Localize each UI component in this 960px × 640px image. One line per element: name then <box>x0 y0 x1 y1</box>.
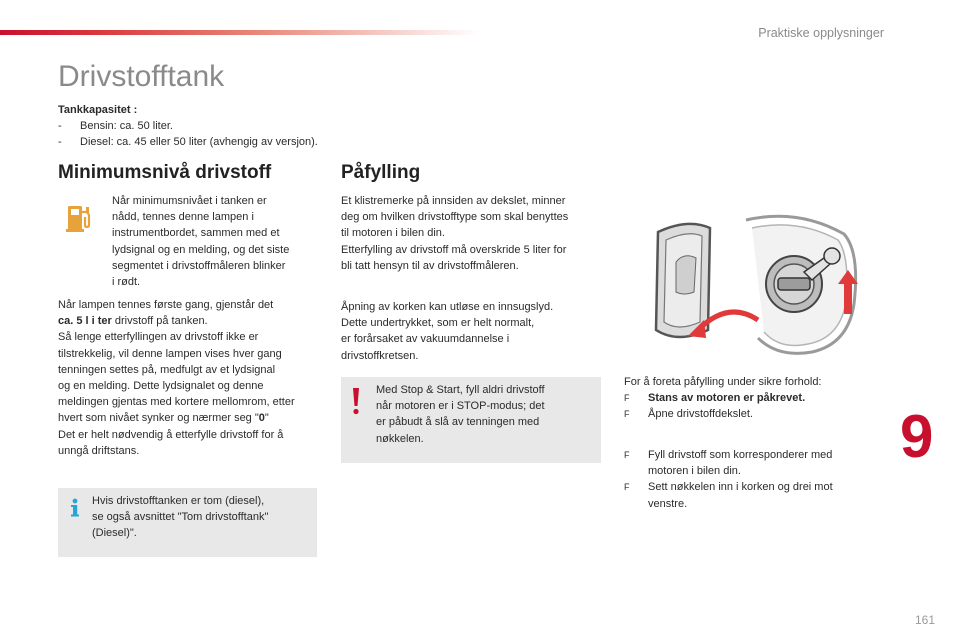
bullet-marker: F <box>624 450 630 460</box>
list-item <box>624 390 874 406</box>
list-dash: - <box>58 120 62 132</box>
step-fill-fuel <box>648 447 832 479</box>
refuelling-paragraph <box>341 193 606 274</box>
text-line: Sett nøkkelen inn i korken og drei mot <box>648 481 833 494</box>
text-line: Hvis drivstofftanken er tom (diesel), <box>92 495 265 507</box>
chapter-number: 9 <box>900 403 934 470</box>
info-note-text <box>92 493 312 542</box>
text-line: Etterfylling av drivstoff må overskride 5 liter for <box>341 243 567 256</box>
text-line: Så lenge etterfyllingen av drivstoff ikke er <box>58 331 259 344</box>
page-title: Drivstofftank <box>58 60 225 93</box>
info-note-box <box>58 488 317 557</box>
text-line: lydsignal og en melding, og det siste <box>112 243 290 256</box>
fuel-warning-description <box>112 193 322 290</box>
bullet-marker: F <box>624 393 630 404</box>
text-line: er påbudt å slå av tenningen med <box>376 416 540 429</box>
tank-capacity-label: Tankkapasitet : <box>58 104 138 116</box>
text-line: se også avsnittet "Tom drivstofftank" <box>92 511 269 524</box>
tank-capacity-petrol: Bensin: ca. 50 liter. <box>80 120 173 132</box>
text-line: Det er helt nødvendig å etterfylle drivstoff for å <box>58 428 284 441</box>
text-fragment: hvert som nivået synker og nærmer seg " <box>58 412 259 425</box>
text-line: (Diesel)". <box>92 527 137 540</box>
text-line: Når lampen tennes første gang, gjenstår det <box>58 299 274 311</box>
step-insert-key <box>648 479 833 511</box>
text-line: Et klistremerke på innsiden av dekslet, minner <box>341 195 566 207</box>
step-open-flap: Åpne drivstoffdekslet. <box>648 408 753 421</box>
text-line: nøkkelen. <box>376 432 424 445</box>
tank-capacity <box>58 102 478 150</box>
heading-minimum-fuel: Minimumsnivå drivstoff <box>58 162 272 183</box>
tank-capacity-item <box>58 118 478 134</box>
heading-refuelling: Påfylling <box>341 162 421 183</box>
bullet-marker: F <box>624 409 630 420</box>
list-item <box>624 406 874 422</box>
text-line: Med Stop & Start, fyll aldri drivstoff <box>376 384 545 396</box>
text-line: instrumentbordet, sammen med et <box>112 227 280 240</box>
text-line: drivstoffkretsen. <box>341 349 419 362</box>
text-line: tenningen settes på, medfulgt av et lydsignal <box>58 363 276 376</box>
safe-refuelling-instructions <box>624 374 874 423</box>
text-line: til motoren i bilen din. <box>341 227 445 240</box>
reserve-amount: ca. 5 l i ter <box>58 315 112 328</box>
fuel-pump-warning-icon <box>62 200 96 234</box>
text-line: når motoren er i STOP-modus; det <box>376 400 545 413</box>
text-line: venstre. <box>648 497 688 510</box>
fuel-reserve-paragraph <box>58 297 328 459</box>
text-line: Fyll drivstoff som korresponderer med <box>648 449 833 461</box>
text-line: Når minimumsnivået i tanken er <box>112 195 267 207</box>
text-line: Åpning av korken kan utløse en innsugslyd. <box>341 301 554 313</box>
text-line: og en melding. Dette lydsignalet og denne <box>58 380 264 393</box>
text-line <box>58 313 328 329</box>
list-dash: - <box>58 136 62 148</box>
fuel-flap-illustration <box>648 212 860 360</box>
text-line: tilstrekkelig, vil denne lampen vises hver gang <box>58 347 282 360</box>
cap-opening-paragraph <box>341 299 606 364</box>
list-item <box>624 479 874 511</box>
text-line: nådd, tennes denne lampen i <box>112 211 254 224</box>
bullet-marker: F <box>624 482 630 493</box>
text-line: For å foreta påfylling under sikre forhold: <box>624 376 822 388</box>
zero-mark: 0 <box>258 412 265 425</box>
text-fragment: drivstoff på tanken. <box>111 315 208 328</box>
text-line: motoren i bilen din. <box>648 465 741 478</box>
text-line <box>58 410 328 426</box>
step-stop-engine: Stans av motoren er påkrevet. <box>648 392 806 405</box>
text-line: Dette undertrykket, som er helt normalt, <box>341 317 535 330</box>
warning-note-text <box>376 382 591 447</box>
tank-capacity-diesel: Diesel: ca. 45 eller 50 liter (avhengig av versjon). <box>80 136 318 148</box>
header-accent-bar <box>0 30 480 35</box>
list-item <box>624 447 874 479</box>
refuelling-steps <box>624 447 874 512</box>
tank-capacity-item <box>58 134 478 150</box>
text-line: deg om hvilken drivstofftype som skal benyttes <box>341 211 569 224</box>
section-title: Praktiske opplysninger <box>758 26 884 40</box>
text-line: bli tatt hensyn til av drivstoffmåleren. <box>341 259 519 272</box>
text-line: i rødt. <box>112 276 141 289</box>
text-fragment: " <box>264 412 269 425</box>
warning-note-box <box>341 377 601 463</box>
exclamation-icon <box>351 387 361 415</box>
text-line: segmentet i drivstoffmåleren blinker <box>112 259 286 272</box>
text-line: unngå driftstans. <box>58 444 140 457</box>
info-icon <box>68 498 82 518</box>
text-line: meldingen gjentas med kortere mellomrom, etter <box>58 396 295 409</box>
page-number: 161 <box>915 613 936 627</box>
text-line: er forårsaket av vakuumdannelse i <box>341 333 510 346</box>
